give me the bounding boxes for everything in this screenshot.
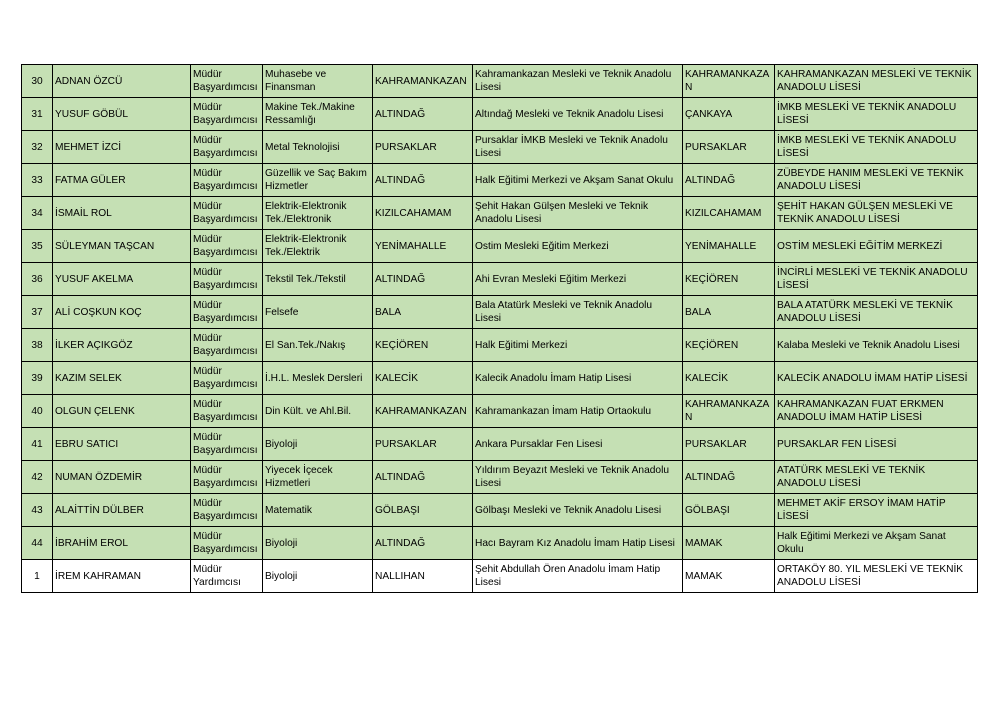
school-cell: Pursaklar İMKB Mesleki ve Teknik Anadolu Lisesi bbox=[473, 131, 683, 164]
title-cell: Müdür Başyardımcısı bbox=[191, 461, 263, 494]
branch-cell: Matematik bbox=[263, 494, 373, 527]
new-school-cell: KAHRAMANKAZAN FUAT ERKMEN ANADOLU İMAM HATİP LİSESİ bbox=[775, 395, 978, 428]
name-cell: ADNAN ÖZCÜ bbox=[53, 65, 191, 98]
school-cell: Şehit Hakan Gülşen Mesleki ve Teknik Anadolu Lisesi bbox=[473, 197, 683, 230]
table-row bbox=[22, 230, 978, 263]
table-row bbox=[22, 560, 978, 593]
branch-cell: Yiyecek İçecek Hizmetleri bbox=[263, 461, 373, 494]
row-number-cell: 32 bbox=[22, 131, 53, 164]
table-row bbox=[22, 263, 978, 296]
table-row bbox=[22, 98, 978, 131]
branch-cell: Biyoloji bbox=[263, 527, 373, 560]
row-number-cell: 41 bbox=[22, 428, 53, 461]
name-cell: YUSUF GÖBÜL bbox=[53, 98, 191, 131]
school-cell: Kahramankazan İmam Hatip Ortaokulu bbox=[473, 395, 683, 428]
new-district-cell: KAHRAMANKAZAN bbox=[683, 65, 775, 98]
row-number-cell: 37 bbox=[22, 296, 53, 329]
district-cell: ALTINDAĞ bbox=[373, 164, 473, 197]
new-school-cell: Halk Eğitimi Merkezi ve Akşam Sanat Okulu bbox=[775, 527, 978, 560]
table-row bbox=[22, 428, 978, 461]
district-cell: ALTINDAĞ bbox=[373, 98, 473, 131]
name-cell: SÜLEYMAN TAŞCAN bbox=[53, 230, 191, 263]
name-cell: İLKER AÇIKGÖZ bbox=[53, 329, 191, 362]
district-cell: YENİMAHALLE bbox=[373, 230, 473, 263]
school-cell: Kahramankazan Mesleki ve Teknik Anadolu Lisesi bbox=[473, 65, 683, 98]
row-number-cell: 36 bbox=[22, 263, 53, 296]
name-cell: İBRAHİM EROL bbox=[53, 527, 191, 560]
district-cell: ALTINDAĞ bbox=[373, 527, 473, 560]
title-cell: Müdür Başyardımcısı bbox=[191, 362, 263, 395]
school-cell: Halk Eğitimi Merkezi ve Akşam Sanat Okulu bbox=[473, 164, 683, 197]
table-row bbox=[22, 65, 978, 98]
district-cell: PURSAKLAR bbox=[373, 131, 473, 164]
title-cell: Müdür Başyardımcısı bbox=[191, 164, 263, 197]
name-cell: NUMAN ÖZDEMİR bbox=[53, 461, 191, 494]
district-cell: KIZILCAHAMAM bbox=[373, 197, 473, 230]
row-number-cell: 42 bbox=[22, 461, 53, 494]
branch-cell: Felsefe bbox=[263, 296, 373, 329]
title-cell: Müdür Başyardımcısı bbox=[191, 329, 263, 362]
title-cell: Müdür Başyardımcısı bbox=[191, 296, 263, 329]
new-school-cell: BALA ATATÜRK MESLEKİ VE TEKNİK ANADOLU LİSESİ bbox=[775, 296, 978, 329]
title-cell: Müdür Başyardımcısı bbox=[191, 131, 263, 164]
district-cell: KEÇİÖREN bbox=[373, 329, 473, 362]
table-row bbox=[22, 164, 978, 197]
table-row bbox=[22, 329, 978, 362]
new-school-cell: MEHMET AKİF ERSOY İMAM HATİP LİSESİ bbox=[775, 494, 978, 527]
row-number-cell: 35 bbox=[22, 230, 53, 263]
title-cell: Müdür Yardımcısı bbox=[191, 560, 263, 593]
new-district-cell: PURSAKLAR bbox=[683, 428, 775, 461]
name-cell: İSMAİL ROL bbox=[53, 197, 191, 230]
branch-cell: Elektrik-Elektronik Tek./Elektronik bbox=[263, 197, 373, 230]
new-school-cell: ORTAKÖY 80. YIL MESLEKİ VE TEKNİK ANADOLU LİSESİ bbox=[775, 560, 978, 593]
table-row bbox=[22, 296, 978, 329]
row-number-cell: 34 bbox=[22, 197, 53, 230]
school-cell: Ostim Mesleki Eğitim Merkezi bbox=[473, 230, 683, 263]
row-number-cell: 1 bbox=[22, 560, 53, 593]
row-number-cell: 38 bbox=[22, 329, 53, 362]
branch-cell: Biyoloji bbox=[263, 428, 373, 461]
school-cell: Halk Eğitimi Merkezi bbox=[473, 329, 683, 362]
new-district-cell: KEÇİÖREN bbox=[683, 263, 775, 296]
district-cell: ALTINDAĞ bbox=[373, 263, 473, 296]
name-cell: OLGUN ÇELENK bbox=[53, 395, 191, 428]
table-row bbox=[22, 131, 978, 164]
row-number-cell: 31 bbox=[22, 98, 53, 131]
new-school-cell: Kalaba Mesleki ve Teknik Anadolu Lisesi bbox=[775, 329, 978, 362]
row-number-cell: 39 bbox=[22, 362, 53, 395]
school-cell: Ahi Evran Mesleki Eğitim Merkezi bbox=[473, 263, 683, 296]
new-school-cell: ATATÜRK MESLEKİ VE TEKNİK ANADOLU LİSESİ bbox=[775, 461, 978, 494]
school-cell: Şehit Abdullah Ören Anadolu İmam Hatip Lisesi bbox=[473, 560, 683, 593]
title-cell: Müdür Başyardımcısı bbox=[191, 230, 263, 263]
district-cell: BALA bbox=[373, 296, 473, 329]
row-number-cell: 30 bbox=[22, 65, 53, 98]
new-district-cell: KALECİK bbox=[683, 362, 775, 395]
title-cell: Müdür Başyardımcısı bbox=[191, 428, 263, 461]
new-district-cell: KIZILCAHAMAM bbox=[683, 197, 775, 230]
new-school-cell: KAHRAMANKAZAN MESLEKİ VE TEKNİK ANADOLU LİSESİ bbox=[775, 65, 978, 98]
new-district-cell: ALTINDAĞ bbox=[683, 164, 775, 197]
assignment-table bbox=[21, 64, 978, 593]
school-cell: Bala Atatürk Mesleki ve Teknik Anadolu Lisesi bbox=[473, 296, 683, 329]
district-cell: PURSAKLAR bbox=[373, 428, 473, 461]
name-cell: KAZIM SELEK bbox=[53, 362, 191, 395]
branch-cell: Makine Tek./Makine Ressamlığı bbox=[263, 98, 373, 131]
title-cell: Müdür Başyardımcısı bbox=[191, 197, 263, 230]
branch-cell: Din Kült. ve Ahl.Bil. bbox=[263, 395, 373, 428]
branch-cell: Elektrik-Elektronik Tek./Elektrik bbox=[263, 230, 373, 263]
name-cell: FATMA GÜLER bbox=[53, 164, 191, 197]
table-row bbox=[22, 197, 978, 230]
new-district-cell: MAMAK bbox=[683, 560, 775, 593]
row-number-cell: 33 bbox=[22, 164, 53, 197]
new-district-cell: ÇANKAYA bbox=[683, 98, 775, 131]
branch-cell: Tekstil Tek./Tekstil bbox=[263, 263, 373, 296]
new-school-cell: ŞEHİT HAKAN GÜLŞEN MESLEKİ VE TEKNİK ANADOLU LİSESİ bbox=[775, 197, 978, 230]
branch-cell: Metal Teknolojisi bbox=[263, 131, 373, 164]
title-cell: Müdür Başyardımcısı bbox=[191, 65, 263, 98]
title-cell: Müdür Başyardımcısı bbox=[191, 494, 263, 527]
table-row bbox=[22, 494, 978, 527]
new-district-cell: ALTINDAĞ bbox=[683, 461, 775, 494]
new-district-cell: MAMAK bbox=[683, 527, 775, 560]
title-cell: Müdür Başyardımcısı bbox=[191, 98, 263, 131]
new-school-cell: İMKB MESLEKİ VE TEKNİK ANADOLU LİSESİ bbox=[775, 98, 978, 131]
table-row bbox=[22, 461, 978, 494]
new-school-cell: İMKB MESLEKİ VE TEKNİK ANADOLU LİSESİ bbox=[775, 131, 978, 164]
new-school-cell: OSTİM MESLEKİ EĞİTİM MERKEZİ bbox=[775, 230, 978, 263]
name-cell: MEHMET İZCİ bbox=[53, 131, 191, 164]
new-district-cell: GÖLBAŞI bbox=[683, 494, 775, 527]
school-cell: Kalecik Anadolu İmam Hatip Lisesi bbox=[473, 362, 683, 395]
name-cell: EBRU SATICI bbox=[53, 428, 191, 461]
school-cell: Altındağ Mesleki ve Teknik Anadolu Lisesi bbox=[473, 98, 683, 131]
school-cell: Yıldırım Beyazıt Mesleki ve Teknik Anadolu Lisesi bbox=[473, 461, 683, 494]
title-cell: Müdür Başyardımcısı bbox=[191, 395, 263, 428]
table-row bbox=[22, 362, 978, 395]
new-district-cell: YENİMAHALLE bbox=[683, 230, 775, 263]
name-cell: İREM KAHRAMAN bbox=[53, 560, 191, 593]
district-cell: GÖLBAŞI bbox=[373, 494, 473, 527]
name-cell: ALAİTTİN DÜLBER bbox=[53, 494, 191, 527]
new-school-cell: PURSAKLAR FEN LİSESİ bbox=[775, 428, 978, 461]
district-cell: KAHRAMANKAZAN bbox=[373, 395, 473, 428]
table-row bbox=[22, 395, 978, 428]
table-body bbox=[22, 65, 978, 593]
branch-cell: El San.Tek./Nakış bbox=[263, 329, 373, 362]
row-number-cell: 40 bbox=[22, 395, 53, 428]
branch-cell: Biyoloji bbox=[263, 560, 373, 593]
new-district-cell: KAHRAMANKAZAN bbox=[683, 395, 775, 428]
district-cell: NALLIHAN bbox=[373, 560, 473, 593]
school-cell: Ankara Pursaklar Fen Lisesi bbox=[473, 428, 683, 461]
new-district-cell: PURSAKLAR bbox=[683, 131, 775, 164]
new-school-cell: İNCİRLİ MESLEKİ VE TEKNİK ANADOLU LİSESİ bbox=[775, 263, 978, 296]
school-cell: Hacı Bayram Kız Anadolu İmam Hatip Lisesi bbox=[473, 527, 683, 560]
branch-cell: Güzellik ve Saç Bakım Hizmetler bbox=[263, 164, 373, 197]
new-district-cell: BALA bbox=[683, 296, 775, 329]
school-cell: Gölbaşı Mesleki ve Teknik Anadolu Lisesi bbox=[473, 494, 683, 527]
table-row bbox=[22, 527, 978, 560]
branch-cell: İ.H.L. Meslek Dersleri bbox=[263, 362, 373, 395]
new-school-cell: ZÜBEYDE HANIM MESLEKİ VE TEKNİK ANADOLU LİSESİ bbox=[775, 164, 978, 197]
row-number-cell: 44 bbox=[22, 527, 53, 560]
district-cell: KALECİK bbox=[373, 362, 473, 395]
branch-cell: Muhasebe ve Finansman bbox=[263, 65, 373, 98]
title-cell: Müdür Başyardımcısı bbox=[191, 263, 263, 296]
row-number-cell: 43 bbox=[22, 494, 53, 527]
district-cell: KAHRAMANKAZAN bbox=[373, 65, 473, 98]
new-district-cell: KEÇİÖREN bbox=[683, 329, 775, 362]
name-cell: YUSUF AKELMA bbox=[53, 263, 191, 296]
district-cell: ALTINDAĞ bbox=[373, 461, 473, 494]
name-cell: ALİ COŞKUN KOÇ bbox=[53, 296, 191, 329]
new-school-cell: KALECİK ANADOLU İMAM HATİP LİSESİ bbox=[775, 362, 978, 395]
title-cell: Müdür Başyardımcısı bbox=[191, 527, 263, 560]
